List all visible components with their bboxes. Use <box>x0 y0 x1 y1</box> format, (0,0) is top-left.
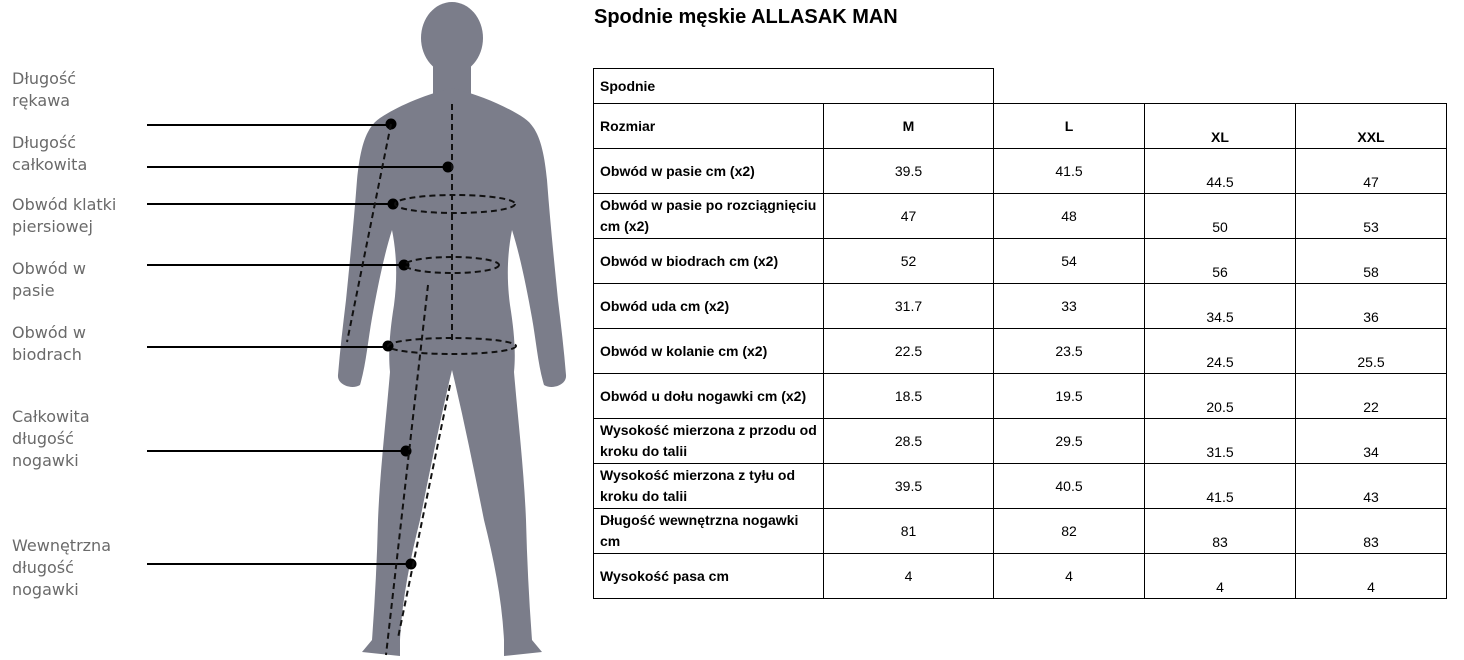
table-cell: 58 <box>1296 239 1447 284</box>
table-row <box>594 374 1447 419</box>
table-row <box>594 509 1447 554</box>
header-size: XL <box>1145 104 1296 149</box>
row-label: Obwód w biodrach cm (x2) <box>594 239 824 284</box>
table-cell: 39.5 <box>824 149 994 194</box>
table-cell: 22 <box>1296 374 1447 419</box>
table-cell: 4 <box>824 554 994 599</box>
table-row <box>594 464 1447 509</box>
table-row <box>594 194 1447 239</box>
table-cell: 20.5 <box>1145 374 1296 419</box>
table-row <box>594 419 1447 464</box>
label-total-length: Długość całkowita <box>12 133 88 174</box>
table-row <box>594 329 1447 374</box>
label-inner-leg: Wewnętrzna długość nogawki <box>12 536 111 599</box>
page-title: Spodnie męskie ALLASAK MAN <box>594 6 898 28</box>
table-cell: 33 <box>994 284 1145 329</box>
table-cell: 53 <box>1296 194 1447 239</box>
table-cell: 31.7 <box>824 284 994 329</box>
label-sleeve-length: Długość rękawa <box>12 69 77 110</box>
table-cell: 83 <box>1145 509 1296 554</box>
table-row <box>594 149 1447 194</box>
table-cell: 41.5 <box>994 149 1145 194</box>
table-cell: 48 <box>994 194 1145 239</box>
table-row <box>594 239 1447 284</box>
header-size: L <box>994 104 1145 149</box>
table-cell: 22.5 <box>824 329 994 374</box>
table-row <box>594 284 1447 329</box>
table-cell: 83 <box>1296 509 1447 554</box>
table-cell: 40.5 <box>994 464 1145 509</box>
row-label: Wysokość mierzona z tyłu od kroku do talii <box>594 464 824 509</box>
row-label: Obwód w kolanie cm (x2) <box>594 329 824 374</box>
row-label: Wysokość mierzona z przodu od kroku do talii <box>594 419 824 464</box>
table-cell: 82 <box>994 509 1145 554</box>
table-row <box>594 554 1447 599</box>
label-waist: Obwód w pasie <box>12 259 86 300</box>
table-cell: 23.5 <box>994 329 1145 374</box>
label-hips: Obwód w biodrach <box>12 323 86 364</box>
label-chest: Obwód klatki piersiowej <box>12 195 117 236</box>
table-cell: 54 <box>994 239 1145 284</box>
table-cell: 4 <box>1145 554 1296 599</box>
header-size: XXL <box>1296 104 1447 149</box>
table-cell: 50 <box>1145 194 1296 239</box>
table-cell: 52 <box>824 239 994 284</box>
table-cell: 4 <box>1296 554 1447 599</box>
table-cell: 44.5 <box>1145 149 1296 194</box>
table-cell: 19.5 <box>994 374 1145 419</box>
table-cell: 31.5 <box>1145 419 1296 464</box>
table-cell: 29.5 <box>994 419 1145 464</box>
table-cell: 39.5 <box>824 464 994 509</box>
size-table <box>593 68 1447 599</box>
table-cell: 47 <box>824 194 994 239</box>
row-label: Obwód uda cm (x2) <box>594 284 824 329</box>
measurement-labels <box>0 0 160 660</box>
row-label: Obwód u dołu nogawki cm (x2) <box>594 374 824 419</box>
row-label: Obwód w pasie po rozciągnięciu cm (x2) <box>594 194 824 239</box>
table-cell: 43 <box>1296 464 1447 509</box>
row-label: Długość wewnętrzna nogawki cm <box>594 509 824 554</box>
row-label: Wysokość pasa cm <box>594 554 824 599</box>
table-body <box>594 149 1447 599</box>
table-cell: 36 <box>1296 284 1447 329</box>
table-caption: Spodnie <box>594 69 994 104</box>
header-size: M <box>824 104 994 149</box>
table-caption-row <box>594 69 1447 104</box>
table-cell: 47 <box>1296 149 1447 194</box>
table-cell: 4 <box>994 554 1145 599</box>
row-label: Obwód w pasie cm (x2) <box>594 149 824 194</box>
table-cell: 25.5 <box>1296 329 1447 374</box>
table-cell: 24.5 <box>1145 329 1296 374</box>
table-cell: 81 <box>824 509 994 554</box>
table-cell: 56 <box>1145 239 1296 284</box>
table-header-row <box>594 104 1447 149</box>
table-cell: 34.5 <box>1145 284 1296 329</box>
table-cell: 18.5 <box>824 374 994 419</box>
table-cell: 34 <box>1296 419 1447 464</box>
table-cell: 28.5 <box>824 419 994 464</box>
label-outer-leg: Całkowita długość nogawki <box>12 407 90 470</box>
header-size-label: Rozmiar <box>594 104 824 149</box>
table-cell: 41.5 <box>1145 464 1296 509</box>
chest-point <box>389 200 398 209</box>
